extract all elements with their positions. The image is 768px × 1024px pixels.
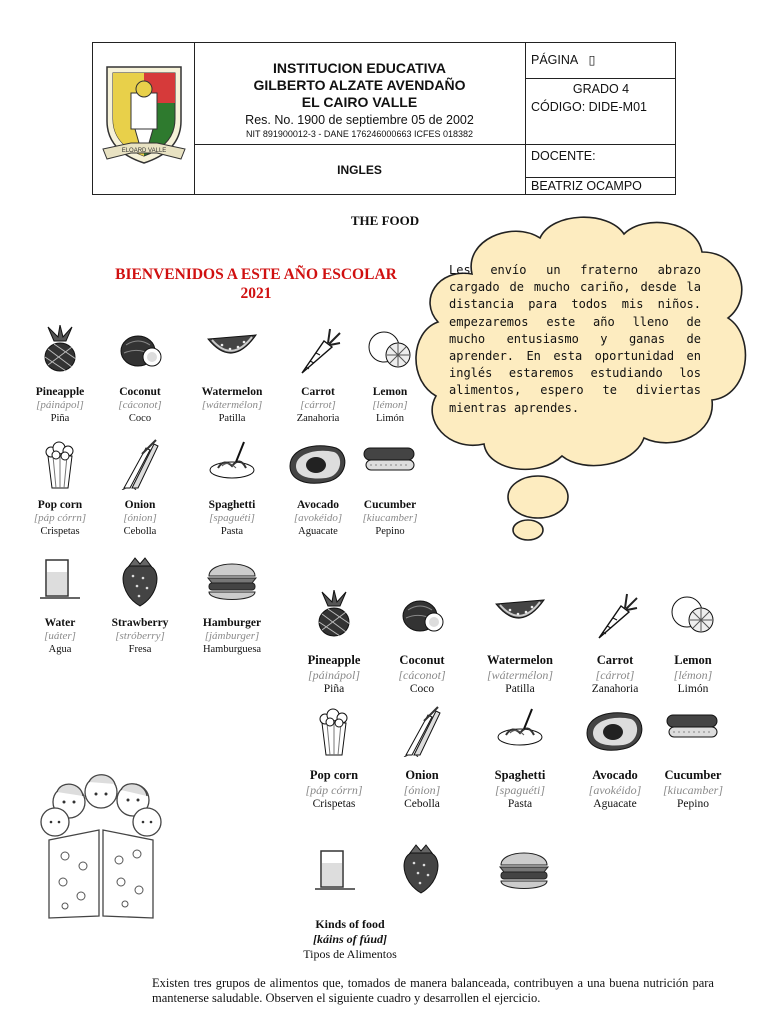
spaghetti-icon <box>480 705 560 765</box>
onion-icon <box>382 705 462 765</box>
food-name: Cucumber <box>664 768 722 782</box>
food-spanish: Limón <box>677 683 709 695</box>
food-name: Watermelon <box>487 653 553 667</box>
food-pronunciation: [kiucamber] <box>663 783 723 797</box>
food-spanish: Piña <box>323 683 345 695</box>
kinds-spanish: Tipos de Alimentos <box>303 947 397 961</box>
food-name: Cucumber <box>363 499 417 511</box>
food-spanish: Pepino <box>375 526 405 537</box>
page-value: ▯ <box>588 53 596 67</box>
welcome-heading: BIENVENIDOS A ESTE AÑO ESCOLAR 2021 <box>115 266 397 302</box>
food-spanish: Pasta <box>507 798 533 810</box>
food-pronunciation: [lémon] <box>372 399 408 411</box>
closing-paragraph: Existen tres grupos de alimentos que, tomados de manera balanceada, contribuyen a una buena nutrición para mantenerse saludable. Observen el siguiente cuadro y desarrollen el ejercicio. <box>152 976 714 1005</box>
food-item <box>382 705 462 811</box>
food-pronunciation: [avokéido] <box>293 512 343 524</box>
teacher-label: DOCENTE: <box>531 149 596 163</box>
onion-icon <box>100 438 180 496</box>
food-pronunciation: [páinápol] <box>36 399 84 411</box>
food-spanish: Coco <box>409 683 435 695</box>
food-spanish: Patilla <box>505 683 535 695</box>
kinds-name: Kinds of food <box>315 917 385 931</box>
food-spanish: Coco <box>128 413 152 424</box>
food-name: Pineapple <box>307 653 361 667</box>
food-pronunciation: [stróberry] <box>115 630 165 642</box>
food-name: Pop corn <box>37 499 83 511</box>
food-pronunciation: [jámburger] <box>204 630 260 642</box>
coconut-icon <box>382 590 462 650</box>
svg-text:ELOARD VALLE: ELOARD VALLE <box>121 148 167 154</box>
food-item <box>294 590 374 696</box>
pineapple-icon <box>20 325 100 383</box>
lemon-icon <box>350 325 430 383</box>
food-name: Onion <box>405 768 439 782</box>
strawberry-icon <box>100 556 180 614</box>
school-crest-logo <box>101 63 187 167</box>
hamburger-icon <box>192 556 272 614</box>
popcorn-icon <box>294 705 374 765</box>
food-item <box>480 590 560 696</box>
water-glass-icon <box>20 556 100 614</box>
page-title: THE FOOD <box>350 213 420 228</box>
food-spanish: Zanahoria <box>591 683 639 695</box>
food-name: Coconut <box>119 386 161 398</box>
food-item <box>192 325 272 425</box>
food-item <box>20 325 100 425</box>
institution-name-line1: INSTITUCION EDUCATIVA <box>273 60 446 76</box>
food-item <box>294 705 374 811</box>
food-pronunciation: [avokéido] <box>588 783 642 797</box>
nit-text: NIT 891900012-3 - DANE 176246000663 ICFES 018382 <box>246 129 473 139</box>
food-name: Lemon <box>372 386 408 398</box>
food-pronunciation: [páp córrn] <box>305 783 363 797</box>
page-label: PÁGINA ▯ <box>531 53 596 67</box>
carrot-icon <box>575 590 655 650</box>
food-spanish: Patilla <box>218 413 246 424</box>
food-name: Pineapple <box>35 386 85 398</box>
coconut-icon <box>100 325 180 383</box>
food-spanish: Crispetas <box>312 798 356 810</box>
food-pronunciation: [páinápol] <box>307 668 360 682</box>
food-pronunciation: [spaguéti] <box>494 783 545 797</box>
food-name: Watermelon <box>201 386 263 398</box>
food-name: Carrot <box>301 386 335 398</box>
food-pronunciation: [uáter] <box>44 630 76 642</box>
food-pronunciation: [cáconot] <box>118 399 162 411</box>
watermelon-icon <box>480 590 560 650</box>
header-table <box>92 42 676 195</box>
food-name: Spaghetti <box>208 499 256 511</box>
food-name: Pop corn <box>309 768 359 782</box>
food-name: Strawberry <box>111 617 169 629</box>
watermelon-icon <box>192 325 272 383</box>
food-pronunciation: [cárrot] <box>300 399 336 411</box>
food-spanish: Hamburguesa <box>202 644 262 655</box>
food-item <box>192 438 272 538</box>
food-pronunciation: [páp córrn] <box>33 512 87 524</box>
food-spanish: Cebolla <box>404 798 440 810</box>
food-spanish: Fresa <box>128 644 152 655</box>
food-pronunciation: [spaguéti] <box>209 512 255 524</box>
food-item <box>278 438 358 538</box>
food-spanish: Cebolla <box>123 526 157 537</box>
popcorn-icon <box>20 438 100 496</box>
kinds-pronunciation: [káins of fúud] <box>312 932 387 946</box>
food-name: Onion <box>124 499 156 511</box>
food-pronunciation: [lémon] <box>673 668 713 682</box>
food-name: Avocado <box>297 499 339 511</box>
children-reading-book-illustration <box>35 770 167 922</box>
institution-name-line2: GILBERTO ALZATE AVENDAÑO <box>253 77 466 93</box>
food-item <box>350 438 430 538</box>
food-item <box>575 590 655 696</box>
carrot-icon <box>278 325 358 383</box>
food-name: Spaghetti <box>494 768 546 782</box>
food-item <box>382 590 462 696</box>
food-item <box>100 325 180 425</box>
food-spanish: Aguacate <box>298 526 338 537</box>
cloud-message: Les envío un fraterno abrazo cargado de mucho cariño, desde la distancia para todos mis niños. empezaremos este año lleno de mucho entusiasmo y ganas de aprender. En esta oportunidad en inglés estaremos estudiando los alimentos, espero te diviertas mientras aprendes. <box>449 263 701 415</box>
food-name: Lemon <box>674 653 712 667</box>
food-item <box>100 556 180 656</box>
food-item <box>350 325 430 425</box>
hamburger-icon <box>497 845 551 895</box>
food-pronunciation: [wátermélon] <box>201 399 263 411</box>
code-label: CÓDIGO: DIDE-M01 <box>531 100 647 114</box>
food-spanish: Zanahoria <box>296 413 340 424</box>
food-item <box>100 438 180 538</box>
food-name: Carrot <box>596 653 634 667</box>
food-spanish: Limón <box>376 413 404 424</box>
cucumber-icon <box>653 705 733 765</box>
food-spanish: Piña <box>50 413 70 424</box>
food-spanish: Agua <box>48 644 72 655</box>
grade-label: GRADO 4 <box>572 82 630 96</box>
avocado-icon <box>278 438 358 496</box>
food-item <box>653 705 733 811</box>
strawberry-icon <box>398 843 444 895</box>
food-spanish: Aguacate <box>593 798 637 810</box>
food-pronunciation: [cáconot] <box>398 668 446 682</box>
food-name: Hamburger <box>202 617 262 629</box>
institution-name-line3: EL CAIRO VALLE <box>301 94 418 110</box>
food-item <box>20 438 100 538</box>
teacher-name: BEATRIZ OCAMPO <box>531 179 642 193</box>
food-pronunciation: [ónion] <box>123 512 157 524</box>
food-pronunciation: [kiucamber] <box>362 512 418 524</box>
food-spanish: Crispetas <box>40 526 80 537</box>
food-pronunciation: [wátermélon] <box>487 668 553 682</box>
food-name: Avocado <box>592 768 638 782</box>
subject-label: INGLES <box>337 163 382 177</box>
food-item <box>575 705 655 811</box>
pineapple-icon <box>294 590 374 650</box>
food-name: Coconut <box>399 653 445 667</box>
water-glass-icon <box>313 847 357 893</box>
cucumber-icon <box>350 438 430 496</box>
food-item <box>20 556 100 656</box>
lemon-icon <box>653 590 733 650</box>
food-pronunciation: [ónion] <box>403 783 441 797</box>
food-spanish: Pepino <box>677 798 709 810</box>
food-name: Water <box>44 617 76 629</box>
avocado-icon <box>575 705 655 765</box>
food-item <box>480 705 560 811</box>
food-item <box>278 325 358 425</box>
food-item <box>653 590 733 696</box>
food-pronunciation: [cárrot] <box>595 668 635 682</box>
spaghetti-icon <box>192 438 272 496</box>
kinds-of-food <box>290 917 410 962</box>
resolution-text: Res. No. 1900 de septiembre 05 de 2002 <box>245 113 474 127</box>
food-item <box>192 556 272 656</box>
food-spanish: Pasta <box>220 526 244 537</box>
